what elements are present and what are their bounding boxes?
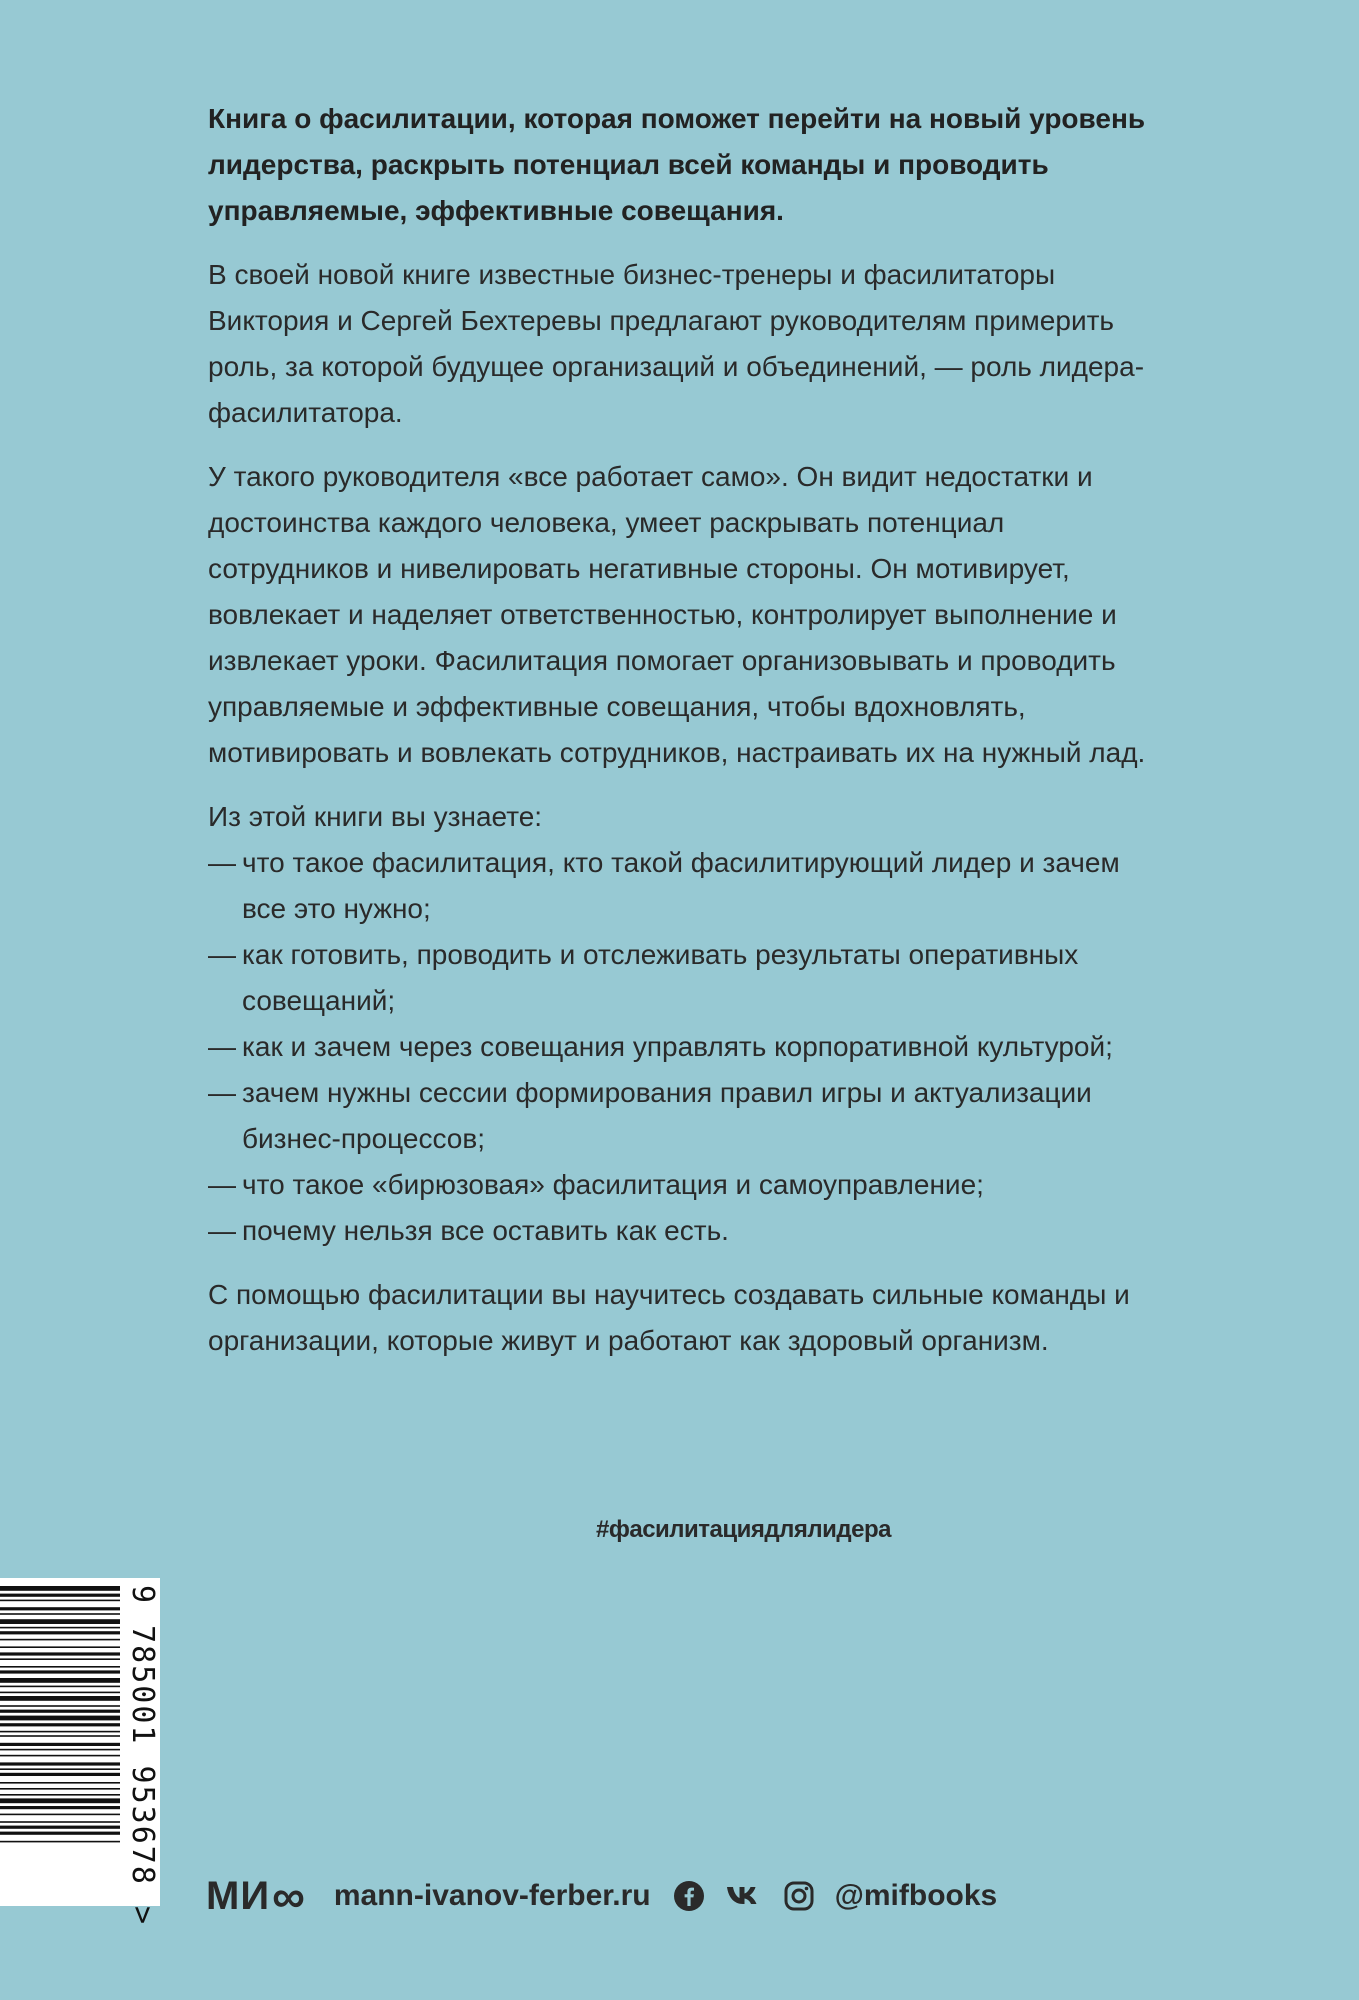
barcode-bar — [0, 1613, 120, 1615]
barcode-bar — [0, 1723, 120, 1726]
list-item — [208, 1208, 1148, 1254]
barcode-bar — [0, 1749, 120, 1751]
barcode-number: 9 785001 953678 > — [125, 1585, 160, 1927]
barcode-bar — [0, 1762, 120, 1765]
body-paragraph-2: У такого руководителя «все работает само». Он видит недостатки и достоинства каждого человека, умеет раскрывать потенциал сотрудников и нивелировать негативные стороны. Он мотивирует, вовлекает и наделяет ответственностью, контролирует выполнение и извлекает уроки. Фасилитация помогает организовывать и проводить управляемые и эффективные совещания, чтобы вдохновлять, мотивировать и вовлекать сотрудников, настраивать их на нужный лад. — [208, 461, 1146, 768]
dash-marker: — — [208, 847, 236, 878]
logo-text: МИ — [206, 1873, 271, 1918]
list-item-text: что такое фасилитация, кто такой фасилитирующий лидер и зачем все это нужно; — [242, 847, 1120, 924]
barcode-bar — [0, 1821, 120, 1823]
closing-paragraph: С помощью фасилитации вы научитесь создавать сильные команды и организации, которые живут и работают как здоровый организм. — [208, 1279, 1130, 1356]
barcode-bar — [0, 1678, 120, 1683]
barcode-bar — [0, 1773, 120, 1776]
barcode-bar — [0, 1631, 120, 1634]
barcode-bar — [0, 1607, 120, 1610]
dash-marker: — — [208, 1077, 236, 1108]
barcode-bar — [0, 1826, 120, 1829]
barcode-bar — [0, 1586, 120, 1591]
barcode-bar — [0, 1696, 120, 1701]
list-item-text: как и зачем через совещания управлять корпоративной культурой; — [242, 1031, 1113, 1062]
website-link[interactable]: mann-ivanov-ferber.ru — [333, 1879, 651, 1912]
barcode-bar — [0, 1788, 120, 1790]
barcode-bar — [0, 1666, 120, 1668]
barcode-bar — [0, 1619, 120, 1624]
social-handle[interactable]: @mifbooks — [834, 1879, 998, 1912]
barcode-bar — [0, 1798, 120, 1803]
barcode-bar — [0, 1652, 120, 1655]
barcode-bar — [0, 1600, 120, 1602]
list-item — [208, 1162, 1148, 1208]
dash-marker: — — [208, 1169, 236, 1200]
barcode-bar — [0, 1639, 120, 1641]
list-item — [208, 1024, 1148, 1070]
body-paragraph-1: В своей новой книге известные бизнес-тренеры и фасилитаторы Виктория и Сергей Бехтеревы предлагают руководителям примерить роль, за которой будущее организаций и объединений, — роль лидера-фасилитатора. — [208, 259, 1145, 428]
list-item-text: как готовить, проводить и отслеживать результаты оперативных совещаний; — [242, 939, 1079, 1016]
list-item-text: зачем нужны сессии формирования правил игры и актуализации бизнес-процессов; — [242, 1077, 1092, 1154]
barcode-bar — [0, 1794, 120, 1796]
back-cover-text — [208, 96, 1148, 1382]
barcode-bar — [0, 1705, 120, 1707]
barcode-bar — [0, 1768, 120, 1770]
publisher-footer — [206, 1866, 997, 1926]
instagram-icon[interactable] — [783, 1880, 815, 1912]
barcode-bar — [0, 1731, 120, 1733]
barcode-bar — [0, 1755, 120, 1757]
dash-marker: — — [208, 1215, 236, 1246]
hashtag: #фасилитациядлялидера — [596, 1516, 891, 1543]
barcode-bar — [0, 1627, 120, 1629]
list-item — [208, 840, 1148, 932]
list-intro: Из этой книги вы узнаете: — [208, 801, 543, 832]
list-item — [208, 932, 1148, 1024]
barcode-bar — [0, 1594, 120, 1597]
barcode-bar — [0, 1735, 120, 1737]
dash-marker: — — [208, 939, 236, 970]
barcode-bar — [0, 1670, 120, 1673]
barcode-bar — [0, 1841, 120, 1843]
barcode-bar — [0, 1743, 120, 1746]
barcode-bar — [0, 1646, 120, 1648]
barcode-bar — [0, 1710, 120, 1713]
barcode-bar — [0, 1658, 120, 1660]
barcode-bar — [0, 1692, 120, 1694]
barcode-bar — [0, 1686, 120, 1688]
barcode-bar — [0, 1782, 120, 1784]
facebook-icon[interactable] — [673, 1880, 705, 1912]
dash-marker: — — [208, 1031, 236, 1062]
publisher-logo — [206, 1870, 306, 1922]
vk-icon[interactable] — [725, 1884, 763, 1908]
lead-paragraph: Книга о фасилитации, которая поможет перейти на новый уровень лидерства, раскрыть потенциал всей команды и проводить управляемые, эффективные совещания. — [208, 103, 1146, 226]
barcode-bar — [0, 1814, 120, 1816]
list-item — [208, 1070, 1148, 1162]
barcode-bar — [0, 1806, 120, 1809]
list-item-text: что такое «бирюзовая» фасилитация и самоуправление; — [242, 1169, 984, 1200]
list-item-text: почему нельзя все оставить как есть. — [242, 1215, 729, 1246]
logo-infinity-symbol: ∞ — [272, 1870, 306, 1922]
topics-list — [208, 840, 1148, 1254]
barcode-bar — [0, 1716, 120, 1721]
barcode-bar — [0, 1832, 120, 1835]
